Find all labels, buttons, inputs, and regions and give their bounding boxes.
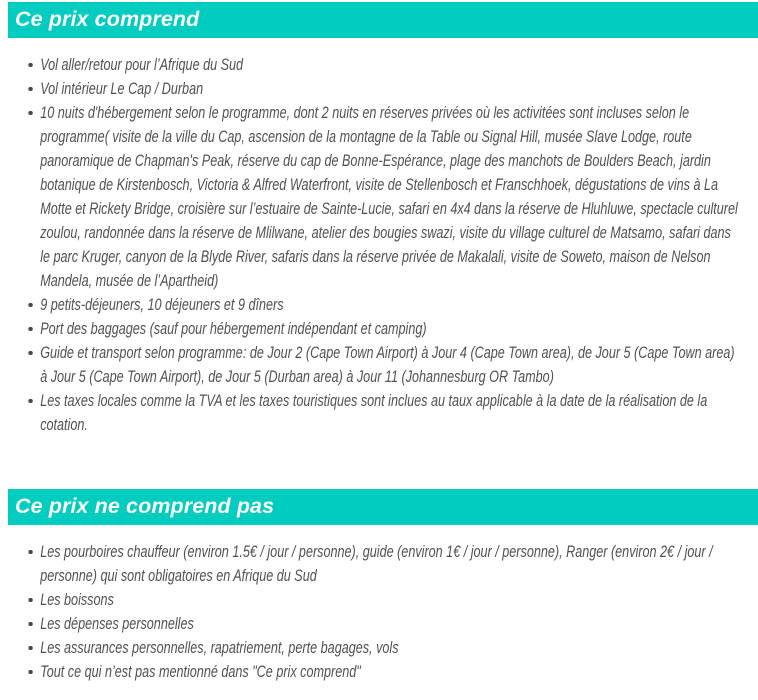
list-item: Les taxes locales comme la TVA et les taxes touristiques sont inclues au taux applicable à la date de la réalisation de la cotation. xyxy=(40,389,739,437)
list-item: Tout ce qui n’est pas mentionné dans "Ce prix comprend" xyxy=(40,660,739,684)
list-item: Les pourboires chauffeur (environ 1.5€ / jour / personne), guide (environ 1€ / jour / personne), Ranger (environ 2€ / jour / personne) qui sont obligatoires en Afrique du Sud xyxy=(40,540,739,588)
list-item: Port des baggages (sauf pour hébergement indépendant et camping) xyxy=(40,317,739,341)
section-price-included xyxy=(0,2,758,437)
list-item: 10 nuits d'hébergement selon le programme, dont 2 nuits en réserves privées où les activitées sont incluses selon le programme( visite de la ville du Cap, ascension de la montagne de la Table ou Signal Hill, musée Slave Lodge, route panoramique de Chapman's Peak, réserve du cap de Bonne-Espérance, plage des manchots de Boulders Beach, jardin botanique de Kirstenbosch, Victoria & Alfred Waterfront, visite de Stellenbosch et Franschhoek, dégustations de vins à La Motte et Rickety Bridge, croisière sur l’estuaire de Sainte-Lucie, safari en 4x4 dans la réserve de Hluhluwe, spectacle culturel zoulou, randonnée dans la réserve de Mlilwane, atelier des bougies swazi, visite du village culturel de Matsamo, safari dans le parc Kruger, canyon de la Blyde River, safaris dans la réserve privée de Makalali, visite de Soweto, maison de Nelson Mandela, musée de l’Apartheid) xyxy=(40,101,739,293)
excluded-list xyxy=(12,540,739,684)
list-item: 9 petits-déjeuners, 10 déjeuners et 9 dîners xyxy=(40,293,739,317)
section-price-excluded xyxy=(0,489,758,684)
section-included-header-banner xyxy=(8,2,758,38)
excluded-list-wrap xyxy=(12,540,739,684)
list-item: Vol intérieur Le Cap / Durban xyxy=(40,77,739,101)
list-item: Les boissons xyxy=(40,588,739,612)
list-item: Vol aller/retour pour l’Afrique du Sud xyxy=(40,53,739,77)
list-item: Les assurances personnelles, rapatriement, perte bagages, vols xyxy=(40,636,739,660)
included-list xyxy=(12,53,739,437)
list-item: Guide et transport selon programme: de Jour 2 (Cape Town Airport) à Jour 4 (Cape Town area), de Jour 5 (Cape Town area) à Jour 5 (Cape Town Airport), de Jour 5 (Durban area) à Jour 11 (Johannesburg OR Tambo) xyxy=(40,341,739,389)
section-excluded-header-banner xyxy=(8,489,758,525)
list-item: Les dépenses personnelles xyxy=(40,612,739,636)
section-included-title: Ce prix comprend xyxy=(15,7,200,32)
section-excluded-title: Ce prix ne comprend pas xyxy=(15,494,275,519)
included-list-wrap xyxy=(12,53,739,437)
